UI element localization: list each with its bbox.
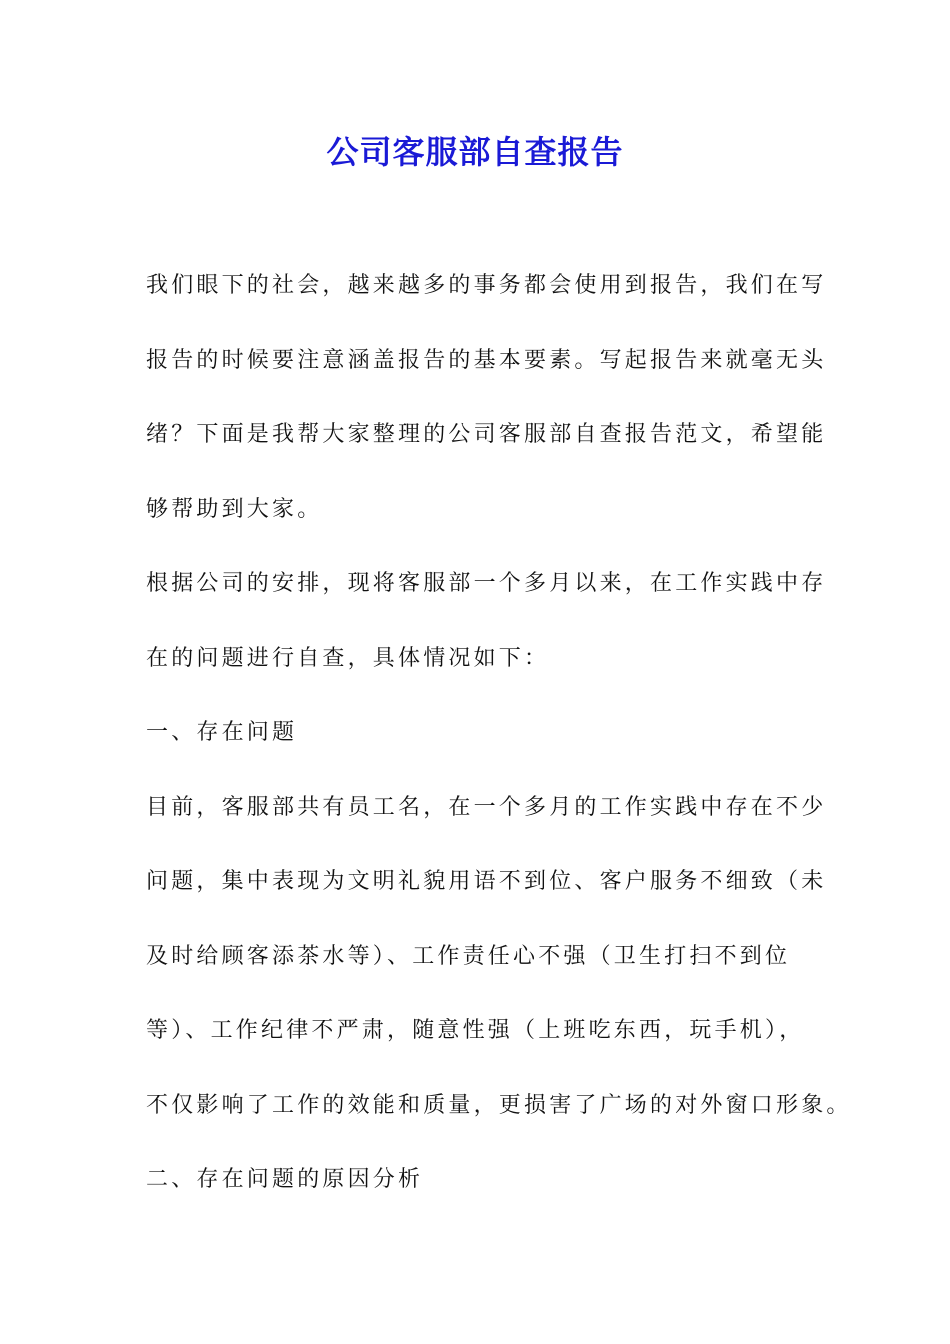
body-line: 在的问题进行自查，具体情况如下： <box>146 645 550 671</box>
body-line: 报告的时候要注意涵盖报告的基本要素。写起报告来就毫无头 <box>146 347 827 373</box>
body-line: 及时给顾客添茶水等）、工作责任心不强（卫生打扫不到位 <box>146 943 791 969</box>
body-line: 绪？下面是我帮大家整理的公司客服部自查报告范文，希望能 <box>146 422 827 447</box>
document-body <box>146 249 852 1218</box>
document-title: 公司客服部自查报告 <box>326 133 624 171</box>
body-line: 等）、工作纪律不严肃，随意性强（上班吃东西，玩手机）， <box>146 1018 805 1043</box>
body-line: 根据公司的安排，现将客服部一个多月以来，在工作实践中存 <box>146 571 827 596</box>
body-line: 不仅影响了工作的效能和质量，更损害了广场的对外窗口形象。 <box>146 1092 852 1118</box>
body-line: 够帮助到大家。 <box>146 496 323 522</box>
body-line: 问题，集中表现为文明礼貌用语不到位、客户服务不细致（未 <box>146 869 827 894</box>
section-heading-2: 二、存在问题的原因分析 <box>146 1167 424 1192</box>
section-heading-1: 一、存在问题 <box>146 720 298 745</box>
body-line: 我们眼下的社会，越来越多的事务都会使用到报告，我们在写 <box>146 273 827 298</box>
body-line: 目前，客服部共有员工名，在一个多月的工作实践中存在不少 <box>146 794 827 820</box>
